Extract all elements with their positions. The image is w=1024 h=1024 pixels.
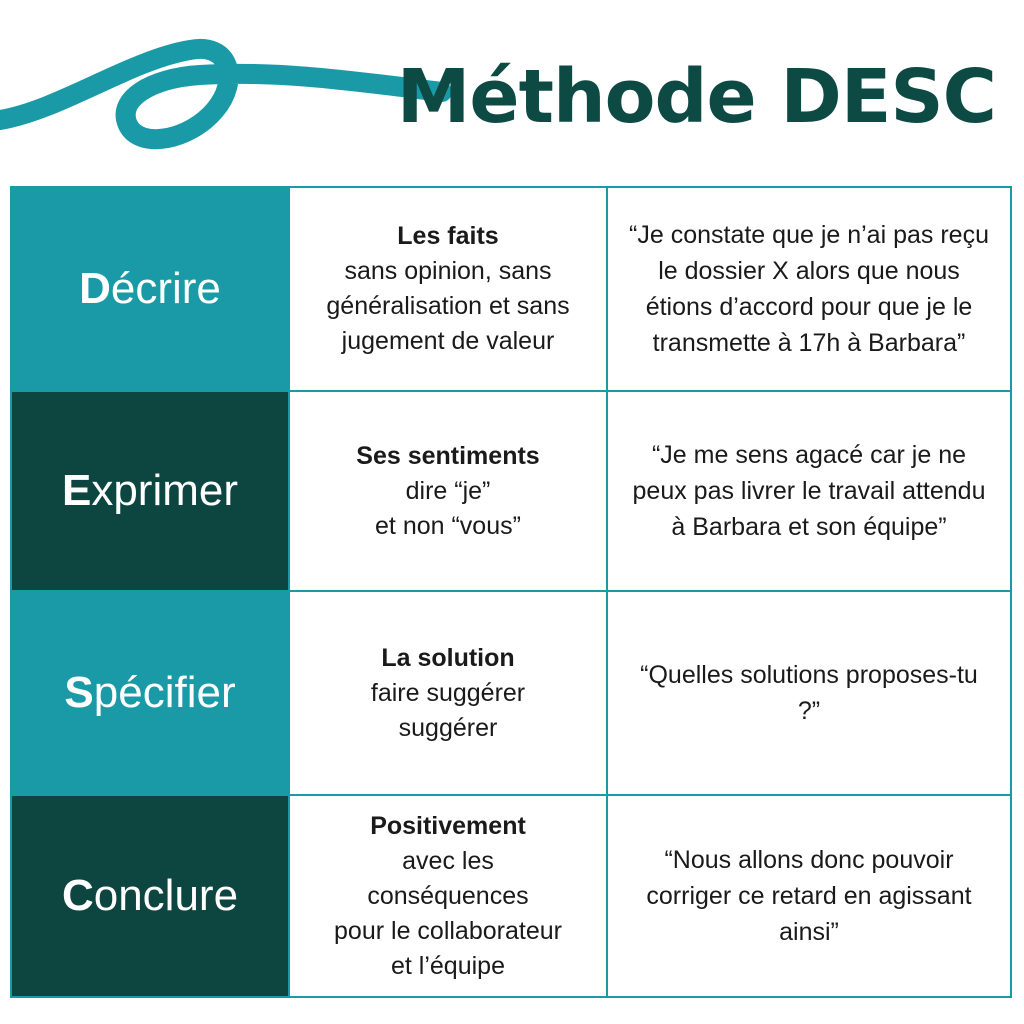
- page-title: Méthode DESC: [396, 54, 996, 140]
- step-line: suggérer: [398, 713, 498, 742]
- step-label-rest: écrire: [110, 264, 221, 313]
- step-description-decrire: [290, 188, 608, 392]
- step-initial: D: [79, 264, 111, 313]
- step-line: généralisation et sans: [326, 292, 570, 320]
- step-label-rest: pécifier: [93, 668, 236, 717]
- step-line: sans opinion, sans: [344, 257, 552, 285]
- step-line: faire suggérer: [370, 678, 526, 707]
- step-initial: C: [61, 871, 94, 920]
- step-example-conclure: “Nous allons donc pouvoir corriger ce retard en agissant ainsi”: [646, 846, 972, 946]
- step-label-exprimer: [12, 392, 290, 592]
- step-line: dire “je”: [405, 476, 491, 505]
- step-line: jugement de valeur: [341, 327, 555, 355]
- step-initial: S: [64, 668, 94, 717]
- step-example-exprimer: “Je me sens agacé car je ne peux pas livrer le travail attendu à Barbara et son équipe”: [608, 392, 1010, 592]
- step-heading: Ses sentiments: [356, 441, 540, 470]
- step-heading: Les faits: [397, 222, 499, 250]
- step-line: avec les: [402, 846, 494, 875]
- step-heading: La solution: [381, 643, 515, 672]
- step-line: conséquences: [367, 881, 529, 910]
- step-line: et non “vous”: [375, 511, 521, 540]
- step-heading: Positivement: [370, 811, 526, 840]
- step-label-rest: xprimer: [91, 466, 239, 515]
- desc-method-table: [10, 186, 1012, 998]
- step-label-rest: onclure: [93, 871, 239, 920]
- swirl-decoration-icon: [0, 0, 460, 180]
- step-example-specifier: “Quelles solutions proposes-tu ?”: [608, 592, 1010, 796]
- step-label-decrire: [12, 188, 290, 392]
- step-line: et l’équipe: [391, 951, 505, 980]
- step-description-exprimer: [290, 392, 608, 592]
- step-description-specifier: [290, 592, 608, 796]
- step-initial: E: [61, 466, 92, 515]
- step-description-conclure: [290, 796, 608, 996]
- step-label-conclure: [12, 796, 290, 996]
- step-line: pour le collaborateur: [334, 916, 562, 945]
- step-example-decrire: “Je constate que je n’ai pas reçu le dossier X alors que nous étions d’accord pour que je le transmette à 17h à Barbara”: [608, 188, 1010, 392]
- step-label-specifier: [12, 592, 290, 796]
